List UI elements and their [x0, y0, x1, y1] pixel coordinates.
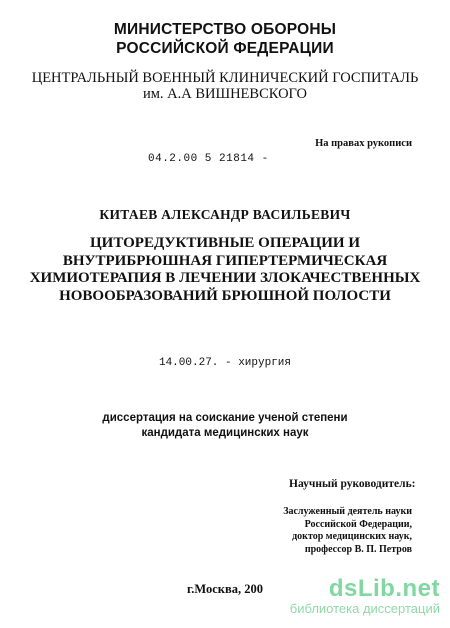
supervisor-heading: Научный руководитель: [289, 478, 416, 490]
supervisor-line-4: профессор В. П. Петров [304, 543, 412, 555]
title-line-3: ХИМИОТЕРАПИЯ В ЛЕЧЕНИИ ЗЛОКАЧЕСТВЕННЫХ [29, 270, 421, 286]
hospital-heading [0, 70, 450, 102]
specialty-code: 14.00.27. - хирургия [158, 357, 292, 369]
degree-statement [0, 411, 450, 440]
ministry-line-2: РОССИЙСКОЙ ФЕДЕРАЦИИ [116, 40, 334, 57]
hospital-line-2: им. А.А ВИШНЕВСКОГО [142, 86, 308, 102]
watermark-subtitle: библиотека диссертаций [289, 601, 440, 616]
watermark-brand: dsLib.net [328, 575, 440, 602]
hospital-line-1: ЦЕНТРАЛЬНЫЙ ВОЕННЫЙ КЛИНИЧЕСКИЙ ГОСПИТАЛЬ [31, 70, 419, 86]
rights-note: На правах рукописи [315, 138, 412, 149]
supervisor-details [192, 506, 412, 556]
watermark [290, 577, 440, 616]
title-line-2: ВНУТРИБРЮШНАЯ ГИПЕРТЕРМИЧЕСКАЯ [62, 252, 388, 269]
degree-line-2: кандидата медицинских наук [141, 426, 309, 439]
supervisor-line-2: Российской Федерации, [304, 518, 412, 530]
supervisor-line-3: доктор медицинских наук, [292, 531, 412, 542]
supervisor-line-1: Заслуженный деятель науки [283, 506, 412, 517]
title-line-1: ЦИТОРЕДУКТИВНЫЕ ОПЕРАЦИИ И [89, 235, 361, 251]
title-line-4: НОВООБРАЗОВАНИЙ БРЮШНОЙ ПОЛОСТИ [59, 287, 391, 304]
ministry-heading [0, 20, 450, 58]
shelf-number: 04.2.00 5 21814 - [148, 153, 269, 165]
city-year: г.Москва, 200 [186, 582, 264, 596]
ministry-line-1: МИНИСТЕРСТВО ОБОРОНЫ [113, 21, 337, 38]
degree-line-1: диссертация на соискание ученой степени [102, 412, 348, 424]
dissertation-title [0, 235, 450, 305]
author-name: КИТАЕВ АЛЕКСАНДР ВАСИЛЬЕВИЧ [99, 207, 351, 222]
